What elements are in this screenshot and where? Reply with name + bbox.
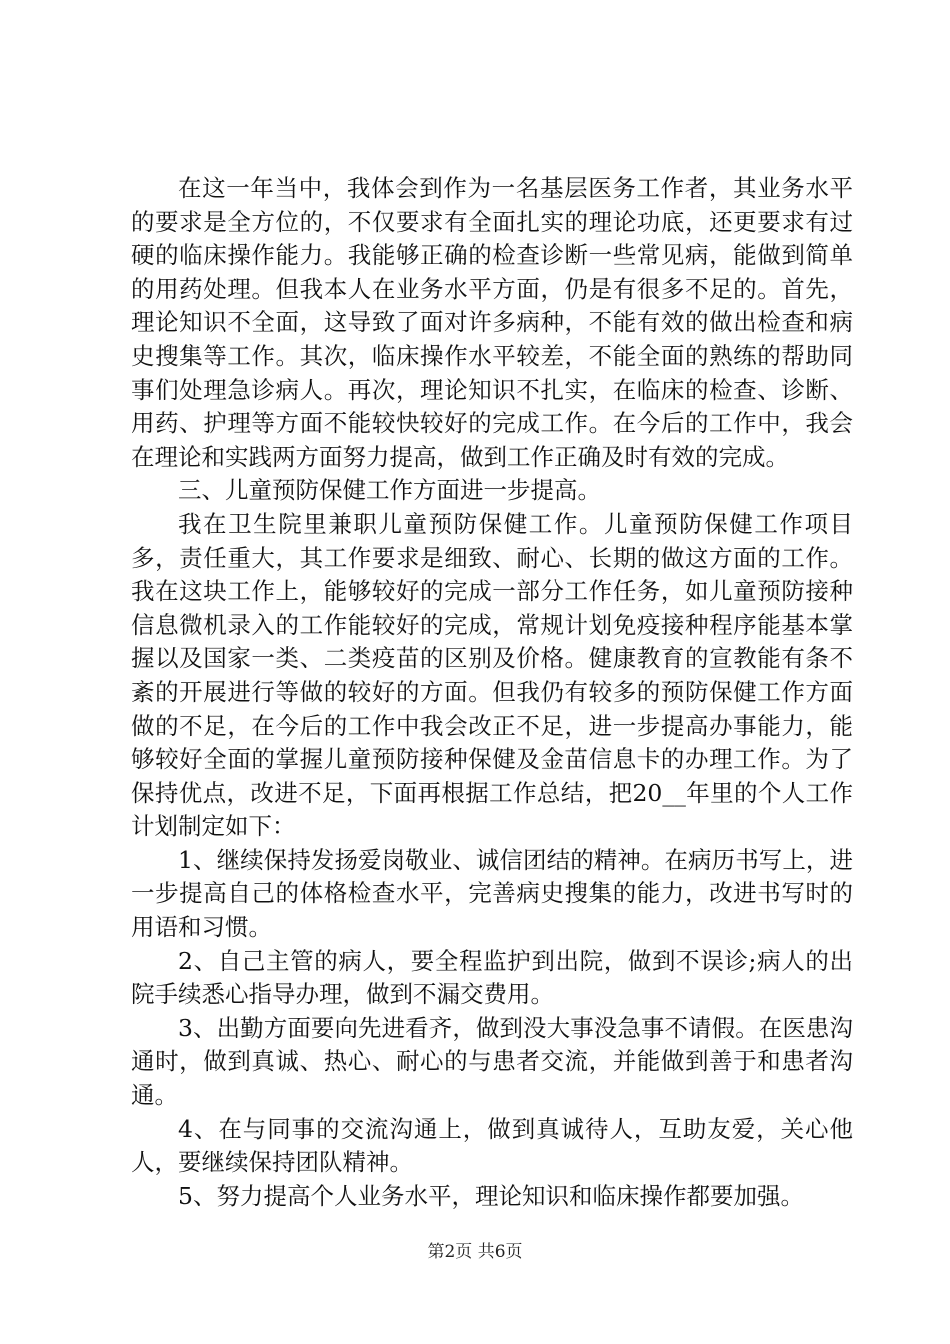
plan-item-1: 1、继续保持发扬爱岗敬业、诚信团结的精神。在病历书写上，进一步提高自己的体格检查水平，完善病史搜集的能力，改进书写时的用语和习惯。 [131, 845, 853, 942]
plan-item-5: 5、努力提高个人业务水平，理论知识和临床操作都要加强。 [178, 1181, 804, 1210]
paragraph-2: 我在卫生院里兼职儿童预防保健工作。儿童预防保健工作项目多，责任重大，其工作要求是细致、耐心、长期的做这方面的工作。我在这块工作上，能够较好的完成一部分工作任务，如儿童预防接种信息微机录入的工作能较好的完成，常规计划免疫接种程序能基本掌握以及国家一类、二类疫苗的区别及价格。健康教育的宣教能有条不紊的开展进行等做的较好的方面。但我仍有较多的预防保健工作方面做的不足，在今后的工作中我会改正不足，进一步提高办事能力，能够较好全面的掌握儿童预防接种保健及金苗信息卡的办理工作。为了保持优点，改进不足，下面再根据工作总结，把20__年里的个人工作计划制定如下： [131, 509, 853, 841]
plan-item-3: 3、出勤方面要向先进看齐，做到没大事没急事不请假。在医患沟通时，做到真诚、热心、耐心的与患者交流，并能做到善于和患者沟通。 [131, 1013, 853, 1110]
page-number-indicator: 第2页 共6页 [427, 1242, 523, 1262]
section-heading-3: 三、儿童预防保健工作方面进一步提高。 [178, 476, 601, 505]
plan-item-4: 4、在与同事的交流沟通上，做到真诚待人，互助友爱，关心他人，要继续保持团队精神。 [131, 1114, 853, 1177]
document-body [131, 172, 853, 1213]
page-footer [0, 1240, 950, 1264]
paragraph-1: 在这一年当中，我体会到作为一名基层医务工作者，其业务水平的要求是全方位的，不仅要求有全面扎实的理论功底，还更要求有过硬的临床操作能力。我能够正确的检查诊断一些常见病，能做到简单的用药处理。但我本人在业务水平方面，仍是有很多不足的。首先，理论知识不全面，这导致了面对许多病种，不能有效的做出检查和病史搜集等工作。其次，临床操作水平较差，不能全面的熟练的帮助同事们处理急诊病人。再次，理论知识不扎实，在临床的检查、诊断、用药、护理等方面不能较快较好的完成工作。在今后的工作中，我会在理论和实践两方面努力提高，做到工作正确及时有效的完成。 [131, 174, 853, 471]
plan-item-2: 2、自己主管的病人，要全程监护到出院，做到不误诊;病人的出院手续悉心指导办理，做到不漏交费用。 [131, 946, 853, 1009]
